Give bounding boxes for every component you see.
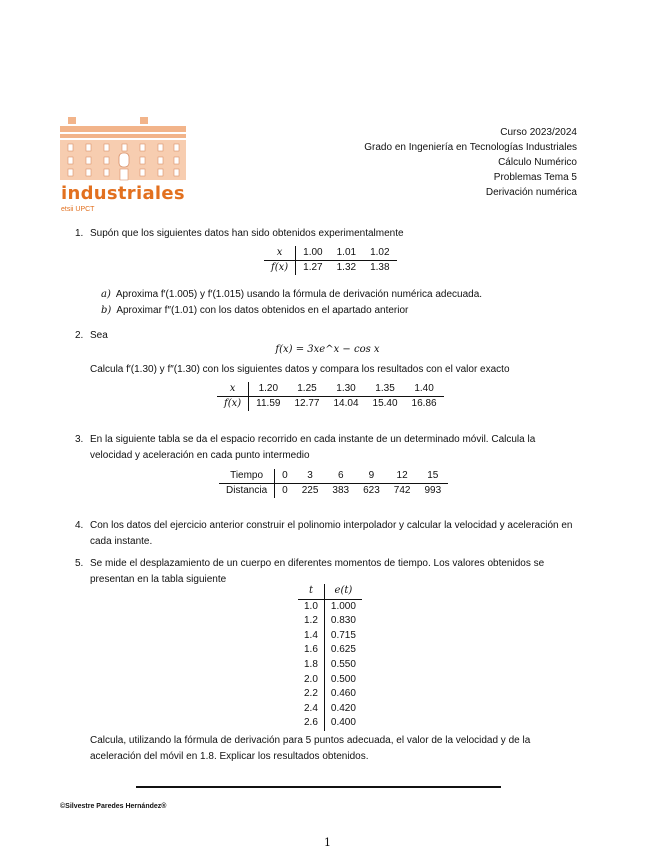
- table-cell: 623: [363, 485, 380, 496]
- table-header-time: Tiempo: [219, 469, 275, 484]
- document-header: [364, 125, 577, 200]
- part-label: b): [101, 305, 112, 316]
- p2-instruction: Calcula f′(1.30) y f″(1.30) con los siguientes datos y compara los resultados con el valor exacto: [90, 364, 510, 375]
- table-cell: 1.4: [298, 629, 324, 644]
- problem-text: Sea: [90, 330, 108, 341]
- building-icon: [60, 117, 188, 183]
- table-cell: 1.20: [249, 382, 288, 397]
- p1-part-b: [101, 303, 408, 318]
- course-year: Curso 2023/2024: [500, 127, 577, 138]
- p1-part-a: [101, 287, 482, 302]
- logo-brand: industriales: [61, 183, 185, 204]
- table-cell: 0.550: [330, 658, 356, 670]
- p1-table: [264, 246, 397, 275]
- table-cell: 2.2: [298, 687, 324, 702]
- problem-text: Supón que los siguientes datos han sido obtenidos experimentalmente: [90, 228, 404, 239]
- copyright: ©Silvestre Paredes Hernández®: [60, 803, 167, 810]
- problem-number: 2.: [75, 330, 84, 341]
- table-cell: 225: [301, 485, 319, 496]
- part-text: Aproximar f″(1.01) con los datos obtenidos en el apartado anterior: [116, 305, 409, 316]
- logo-subtitle: etsii UPCT: [61, 206, 95, 213]
- p2-table: [217, 382, 444, 411]
- table-cell: 0.400: [330, 717, 356, 729]
- table-cell: 2.4: [298, 702, 324, 717]
- p3-table: [219, 469, 448, 498]
- problem-text: Se mide el desplazamiento de un cuerpo en diferentes momentos de tiempo. Los valores obtenidos se presentan en la tabla siguiente: [90, 558, 545, 585]
- table-header-fx: f(x): [224, 398, 242, 409]
- problem-text: En la siguiente tabla se da el espacio recorrido en cada instante de un determinado móvil. Calcula la velocidad y aceleración en cada punto intermedio: [90, 434, 536, 461]
- table-cell: 1.8: [298, 658, 324, 673]
- table-cell: 1.01: [330, 246, 363, 261]
- topic-title: Derivación numérica: [485, 187, 577, 198]
- table-cell: 1.0: [298, 599, 324, 614]
- problem-number: 4.: [75, 520, 84, 531]
- table-cell: 1.00: [296, 246, 330, 261]
- table-cell: 6: [325, 469, 356, 484]
- table-cell: 1.27: [303, 262, 323, 273]
- table-cell: 16.86: [411, 398, 437, 409]
- table-cell: 3: [295, 469, 326, 484]
- subject: Cálculo Numérico: [498, 157, 577, 168]
- table-cell: 12.77: [294, 398, 320, 409]
- table-header-x: x: [229, 383, 236, 394]
- table-cell: 0.500: [330, 673, 356, 685]
- table-cell: 14.04: [333, 398, 359, 409]
- table-cell: 1.38: [370, 262, 390, 273]
- table-cell: 0: [275, 469, 295, 484]
- table-cell: 1.30: [326, 382, 365, 397]
- table-cell: 0.625: [330, 644, 356, 656]
- table-cell: 12: [387, 469, 418, 484]
- table-cell: 1.32: [336, 262, 357, 273]
- table-cell: 0.420: [330, 702, 356, 714]
- table-header-e: e(t): [334, 585, 353, 596]
- table-cell: 1.40: [405, 382, 444, 397]
- table-cell: 15.40: [372, 398, 398, 409]
- table-cell: 11.59: [256, 398, 281, 409]
- part-text: Aproxima f′(1.005) y f′(1.015) usando la fórmula de derivación numérica adecuada.: [115, 289, 483, 300]
- page-number: 1: [324, 836, 331, 849]
- table-header-distance: Distancia: [219, 484, 275, 499]
- table-cell: 1.000: [330, 600, 356, 612]
- table-cell: 2.6: [298, 716, 324, 731]
- problem-number: 5.: [75, 558, 84, 569]
- table-header-x: x: [276, 247, 283, 258]
- p5-table: [298, 584, 362, 731]
- table-cell: 742: [393, 485, 411, 496]
- topic: Problemas Tema 5: [493, 172, 577, 183]
- problem-number: 1.: [75, 228, 84, 239]
- table-cell: 1.35: [366, 382, 405, 397]
- part-label: a): [101, 289, 111, 300]
- table-cell: 1.2: [298, 614, 324, 629]
- logo: [60, 117, 188, 217]
- table-cell: 2.0: [298, 673, 324, 688]
- p2-formula: f(x) = 3xe^x − cos x: [275, 344, 380, 355]
- table-header-fx: f(x): [271, 262, 289, 273]
- table-cell: 9: [356, 469, 387, 484]
- problem-number: 3.: [75, 434, 84, 445]
- table-cell: 993: [424, 485, 442, 496]
- table-header-t: t: [308, 585, 313, 596]
- table-cell: 1.02: [363, 246, 396, 261]
- footer-rule: [136, 786, 501, 788]
- p5-instruction: Calcula, utilizando la fórmula de derivación para 5 puntos adecuada, el valor de la velocidad y de la aceleración del móvil en 1.8. Explicar los resultados obtenidos.: [90, 735, 531, 762]
- table-cell: 1.25: [287, 382, 326, 397]
- table-cell: 383: [332, 485, 350, 496]
- table-cell: 1.6: [298, 643, 324, 658]
- table-cell: 0.715: [330, 629, 356, 641]
- degree: Grado en Ingeniería en Tecnologías Industriales: [364, 142, 577, 153]
- table-cell: 0.830: [330, 615, 356, 627]
- table-cell: 0: [282, 485, 288, 496]
- table-cell: 0.460: [330, 688, 356, 700]
- table-cell: 15: [417, 469, 448, 484]
- problem-text: Con los datos del ejercicio anterior construir el polinomio interpolador y calcular la velocidad y aceleración en cada instante.: [90, 520, 573, 547]
